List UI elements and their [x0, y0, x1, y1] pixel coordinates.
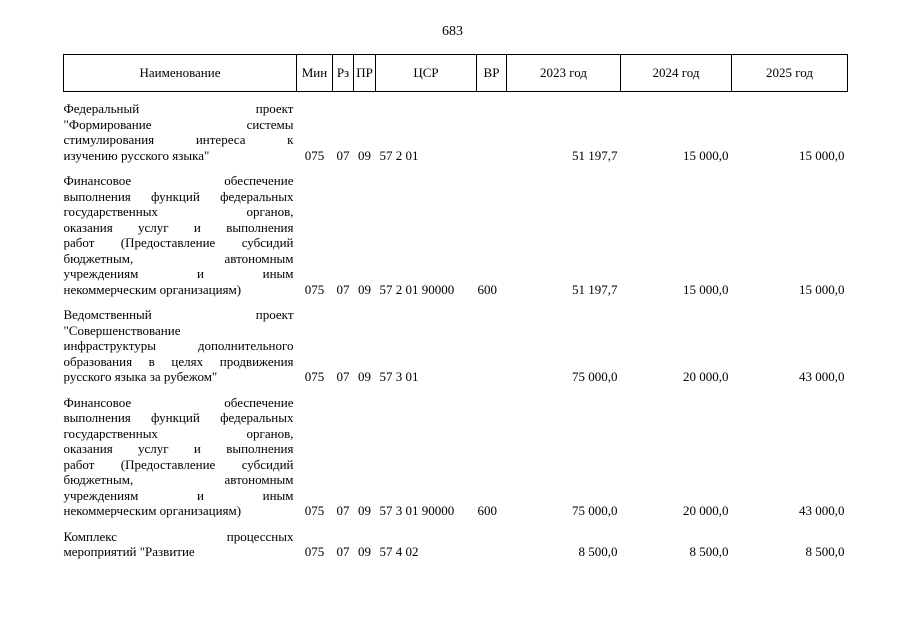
table-row — [64, 297, 848, 385]
row-2024: 20 000,0 — [683, 369, 729, 384]
row-name-line: оказания услуг и выполнения — [63, 219, 294, 235]
row-2025: 43 000,0 — [799, 503, 845, 518]
row-name — [64, 519, 297, 560]
row-csr: 57 2 01 — [379, 147, 419, 163]
header-csr: ЦСР — [376, 55, 477, 92]
row-2023: 51 197,7 — [572, 147, 618, 163]
row-name-line: "Формирование системы — [63, 116, 294, 132]
header-vr: ВР — [477, 55, 507, 92]
row-min: 075 — [304, 281, 325, 297]
row-2024: 15 000,0 — [683, 281, 729, 297]
row-name-line: Комплекс процессных — [63, 528, 294, 544]
row-2025: 15 000,0 — [799, 281, 845, 297]
row-2025: 8 500,0 — [805, 544, 845, 559]
header-2023: 2023 год — [507, 55, 621, 92]
header-name: Наименование — [64, 55, 297, 92]
row-name-line: русского языка за рубежом" — [63, 369, 218, 384]
row-name-line: образования в целях продвижения — [63, 353, 294, 369]
row-2025: 43 000,0 — [799, 369, 845, 384]
row-2023: 51 197,7 — [572, 281, 618, 297]
row-name-line: некоммерческим организациям) — [63, 281, 242, 297]
row-rz: 07 — [336, 147, 350, 163]
row-name-line: стимулирования интереса к — [63, 132, 294, 147]
row-min: 075 — [304, 544, 325, 559]
row-rz: 07 — [336, 503, 350, 518]
row-name-line: некоммерческим организациям) — [63, 503, 242, 518]
row-csr: 57 3 01 — [379, 369, 419, 384]
row-name — [64, 297, 297, 385]
row-name-line: мероприятий "Развитие — [63, 544, 195, 559]
row-name-line: учреждениям и иным — [63, 487, 294, 503]
row-name-line: инфраструктуры дополнительного — [63, 338, 294, 353]
row-name-line: учреждениям и иным — [63, 266, 294, 281]
row-2023: 75 000,0 — [572, 503, 618, 518]
row-name-line: оказания услуг и выполнения — [63, 441, 294, 456]
row-vr: 600 — [477, 503, 497, 518]
row-name — [64, 92, 297, 164]
header-min: Мин — [297, 55, 333, 92]
table-body — [64, 92, 848, 560]
row-rz: 07 — [336, 544, 350, 559]
row-name-line: выполнения функций федеральных — [63, 410, 294, 425]
row-pr: 09 — [358, 281, 371, 297]
row-csr: 57 3 01 90000 — [379, 503, 455, 518]
table-row — [64, 92, 848, 164]
table-row — [64, 163, 848, 297]
budget-table — [63, 54, 848, 560]
row-2024: 20 000,0 — [683, 503, 729, 518]
row-name-line: Финансовое обеспечение — [63, 394, 294, 410]
row-pr: 09 — [358, 369, 371, 384]
header-2024: 2024 год — [621, 55, 732, 92]
table-row — [64, 385, 848, 519]
row-name-line: государственных органов, — [63, 425, 294, 441]
row-vr — [477, 297, 507, 385]
row-vr: 600 — [477, 281, 497, 297]
row-name — [64, 163, 297, 297]
row-2024: 15 000,0 — [683, 147, 729, 163]
row-rz: 07 — [336, 281, 350, 297]
row-name-line: "Совершенствование — [63, 322, 181, 338]
row-name — [64, 385, 297, 519]
row-min: 075 — [304, 503, 325, 518]
page-number: 683 — [442, 24, 463, 39]
row-name-line: работ (Предоставление субсидий — [63, 456, 294, 472]
row-vr — [477, 92, 507, 164]
row-csr: 57 4 02 — [379, 544, 419, 559]
row-name-line: государственных органов, — [63, 204, 294, 219]
row-2025: 15 000,0 — [799, 147, 845, 163]
row-2023: 75 000,0 — [572, 369, 618, 384]
row-rz: 07 — [336, 369, 350, 384]
row-name-line: работ (Предоставление субсидий — [63, 235, 294, 250]
row-name-line: изучению русского языка" — [63, 147, 210, 163]
row-name-line: Ведомственный проект — [63, 307, 294, 322]
row-csr: 57 2 01 90000 — [379, 281, 455, 297]
row-2023: 8 500,0 — [578, 544, 618, 559]
row-name-line: Финансовое обеспечение — [63, 173, 294, 188]
row-pr: 09 — [358, 503, 371, 518]
row-name-line: бюджетным, автономным — [63, 472, 294, 487]
header-pr: ПР — [354, 55, 376, 92]
row-2024: 8 500,0 — [689, 544, 729, 559]
row-pr: 09 — [358, 147, 371, 163]
row-name-line: бюджетным, автономным — [63, 250, 294, 266]
row-pr: 09 — [358, 544, 371, 559]
header-rz: Рз — [333, 55, 354, 92]
row-name-line: выполнения функций федеральных — [63, 188, 294, 204]
table-header — [64, 55, 848, 92]
row-vr — [477, 519, 507, 560]
row-min: 075 — [304, 369, 325, 384]
row-name-line: Федеральный проект — [63, 101, 294, 116]
table-row — [64, 519, 848, 560]
row-min: 075 — [304, 147, 325, 163]
header-2025: 2025 год — [732, 55, 848, 92]
